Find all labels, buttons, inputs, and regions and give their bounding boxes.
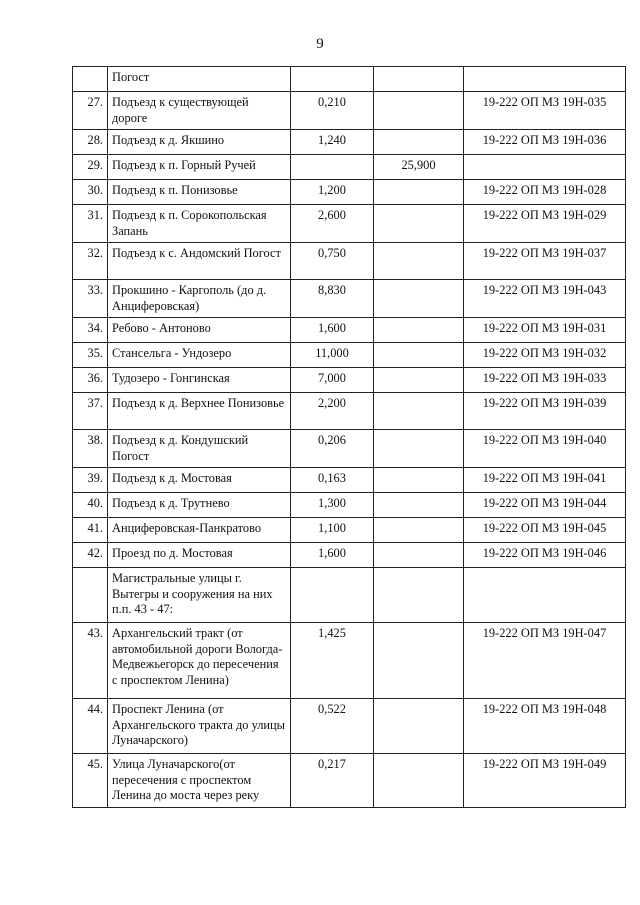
road-length: 11,000 [291, 343, 374, 368]
row-number: 33. [73, 280, 108, 318]
road-id-code: 19-222 ОП МЗ 19Н-032 [464, 343, 626, 368]
road-length: 0,750 [291, 243, 374, 280]
table-row [73, 518, 626, 543]
road-length-secondary [374, 393, 464, 430]
row-number: 45. [73, 754, 108, 808]
row-number: 37. [73, 393, 108, 430]
road-length-secondary [374, 67, 464, 92]
table-row [73, 430, 626, 468]
road-id-code: 19-222 ОП МЗ 19Н-029 [464, 205, 626, 243]
row-number: 30. [73, 180, 108, 205]
road-name: Тудозеро - Гонгинская [108, 368, 291, 393]
table-row [73, 568, 626, 623]
row-number: 29. [73, 155, 108, 180]
road-length: 8,830 [291, 280, 374, 318]
road-name: Стансельга - Ундозеро [108, 343, 291, 368]
road-name: Подъезд к существующей дороге [108, 92, 291, 130]
road-length: 0,210 [291, 92, 374, 130]
table-body [73, 67, 626, 808]
table-row [73, 493, 626, 518]
road-name: Подъезд к п. Понизовье [108, 180, 291, 205]
table-row [73, 180, 626, 205]
road-id-code: 19-222 ОП МЗ 19Н-045 [464, 518, 626, 543]
row-number: 39. [73, 468, 108, 493]
road-id-code [464, 155, 626, 180]
row-number: 35. [73, 343, 108, 368]
road-id-code: 19-222 ОП МЗ 19Н-048 [464, 699, 626, 754]
row-number: 44. [73, 699, 108, 754]
page-number: 9 [316, 36, 324, 52]
table-row [73, 543, 626, 568]
road-name: Прокшино - Каргополь (до д. Анциферовская) [108, 280, 291, 318]
road-id-code [464, 67, 626, 92]
road-name: Подъезд к д. Трутнево [108, 493, 291, 518]
road-name: Проспект Ленина (от Архангельского тракта до улицы Луначарского) [108, 699, 291, 754]
table-row [73, 468, 626, 493]
road-length-secondary [374, 280, 464, 318]
road-length-secondary [374, 518, 464, 543]
road-length-secondary [374, 623, 464, 699]
row-number [73, 67, 108, 92]
table-row [73, 699, 626, 754]
row-number: 31. [73, 205, 108, 243]
road-length-secondary [374, 130, 464, 155]
table-row [73, 368, 626, 393]
table-row [73, 280, 626, 318]
row-number: 28. [73, 130, 108, 155]
road-name: Подъезд к д. Верхнее Понизовье [108, 393, 291, 430]
road-name: Магистральные улицы г. Вытегры и сооружения на них п.п. 43 - 47: [108, 568, 291, 623]
road-length: 0,217 [291, 754, 374, 808]
road-id-code: 19-222 ОП МЗ 19Н-033 [464, 368, 626, 393]
road-name: Ребово - Антоново [108, 318, 291, 343]
table-row [73, 92, 626, 130]
road-id-code: 19-222 ОП МЗ 19Н-040 [464, 430, 626, 468]
road-length [291, 155, 374, 180]
road-id-code: 19-222 ОП МЗ 19Н-039 [464, 393, 626, 430]
road-length-secondary [374, 343, 464, 368]
road-length-secondary [374, 430, 464, 468]
road-length: 1,300 [291, 493, 374, 518]
road-id-code: 19-222 ОП МЗ 19Н-041 [464, 468, 626, 493]
table-row [73, 623, 626, 699]
road-name: Подъезд к д. Якшино [108, 130, 291, 155]
road-length [291, 67, 374, 92]
road-name: Улица Луначарского(от пересечения с проспектом Ленина до моста через реку [108, 754, 291, 808]
table-row [73, 155, 626, 180]
table-row [73, 343, 626, 368]
road-id-code: 19-222 ОП МЗ 19Н-043 [464, 280, 626, 318]
road-length-secondary [374, 368, 464, 393]
road-length-secondary [374, 493, 464, 518]
road-length: 1,600 [291, 318, 374, 343]
road-length: 1,100 [291, 518, 374, 543]
table-row [73, 67, 626, 92]
road-id-code: 19-222 ОП МЗ 19Н-036 [464, 130, 626, 155]
road-length-secondary [374, 568, 464, 623]
table-row [73, 318, 626, 343]
road-id-code: 19-222 ОП МЗ 19Н-046 [464, 543, 626, 568]
road-name: Подъезд к п. Сорокопольская Запань [108, 205, 291, 243]
row-number: 34. [73, 318, 108, 343]
road-name: Проезд по д. Мостовая [108, 543, 291, 568]
road-length: 1,425 [291, 623, 374, 699]
road-id-code: 19-222 ОП МЗ 19Н-047 [464, 623, 626, 699]
road-name: Подъезд к д. Кондушский Погост [108, 430, 291, 468]
row-number: 42. [73, 543, 108, 568]
row-number [73, 568, 108, 623]
road-id-code: 19-222 ОП МЗ 19Н-035 [464, 92, 626, 130]
road-length: 1,600 [291, 543, 374, 568]
road-length: 0,522 [291, 699, 374, 754]
roads-table [72, 66, 626, 808]
row-number: 43. [73, 623, 108, 699]
road-length: 1,240 [291, 130, 374, 155]
road-length-secondary [374, 699, 464, 754]
road-length: 2,600 [291, 205, 374, 243]
road-length: 1,200 [291, 180, 374, 205]
road-length: 0,163 [291, 468, 374, 493]
road-length-secondary [374, 543, 464, 568]
road-length-secondary [374, 243, 464, 280]
table-row [73, 754, 626, 808]
road-length-secondary [374, 754, 464, 808]
road-length-secondary [374, 205, 464, 243]
road-length-secondary [374, 318, 464, 343]
road-length: 2,200 [291, 393, 374, 430]
road-name: Подъезд к с. Андомский Погост [108, 243, 291, 280]
road-length-secondary [374, 468, 464, 493]
road-id-code [464, 568, 626, 623]
table-row [73, 130, 626, 155]
road-name: Подъезд к п. Горный Ручей [108, 155, 291, 180]
road-length [291, 568, 374, 623]
road-id-code: 19-222 ОП МЗ 19Н-037 [464, 243, 626, 280]
row-number: 36. [73, 368, 108, 393]
row-number: 32. [73, 243, 108, 280]
table-row [73, 243, 626, 280]
road-id-code: 19-222 ОП МЗ 19Н-049 [464, 754, 626, 808]
road-length-secondary [374, 92, 464, 130]
road-length-secondary [374, 180, 464, 205]
row-number: 41. [73, 518, 108, 543]
road-name: Архангельский тракт (от автомобильной дороги Вологда-Медвежьегорск до пересечения с проспектом Ленина) [108, 623, 291, 699]
road-id-code: 19-222 ОП МЗ 19Н-044 [464, 493, 626, 518]
table-row [73, 205, 626, 243]
road-name: Погост [108, 67, 291, 92]
road-length: 0,206 [291, 430, 374, 468]
road-name: Подъезд к д. Мостовая [108, 468, 291, 493]
row-number: 40. [73, 493, 108, 518]
road-name: Анциферовская-Панкратово [108, 518, 291, 543]
road-id-code: 19-222 ОП МЗ 19Н-028 [464, 180, 626, 205]
road-length-secondary: 25,900 [374, 155, 464, 180]
road-length: 7,000 [291, 368, 374, 393]
row-number: 27. [73, 92, 108, 130]
table-row [73, 393, 626, 430]
row-number: 38. [73, 430, 108, 468]
road-id-code: 19-222 ОП МЗ 19Н-031 [464, 318, 626, 343]
